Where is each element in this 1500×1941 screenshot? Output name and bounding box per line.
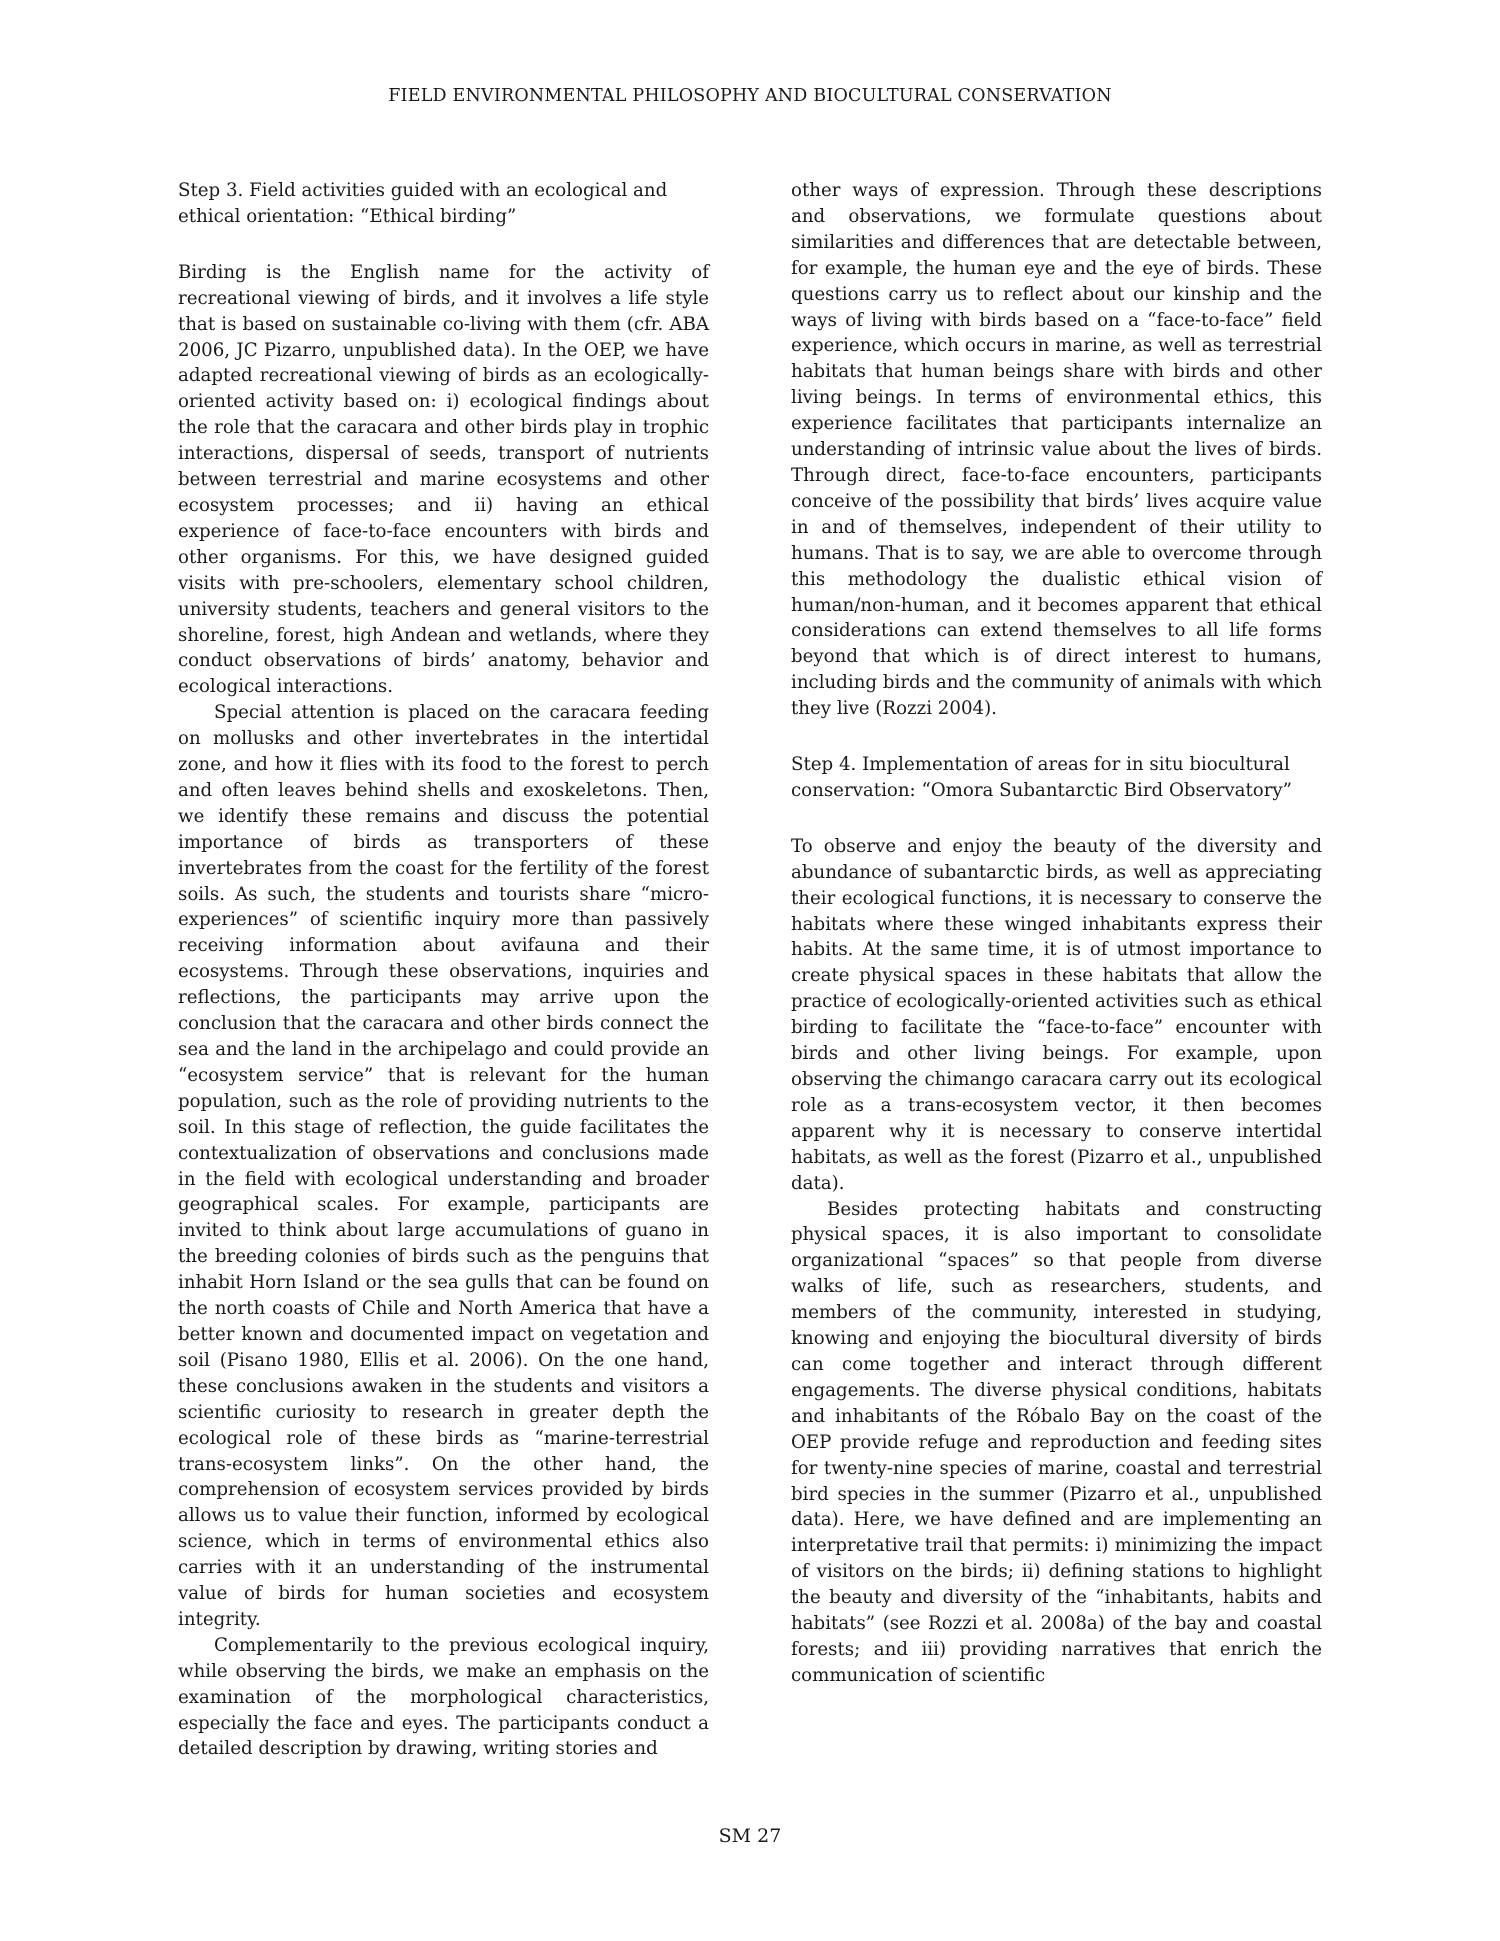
step3-heading: Step 3. Field activities guided with an ecological and ethical orientation: “Ethical birding” [178, 180, 668, 227]
paragraph: To observe and enjoy the beauty of the diversity and abundance of subantarctic birds, as well as appreciating their ecological functions, it is necessary to conserve the habitats where these winged inhabitants express their habits. At the same time, it is of utmost importance to create physical spaces in these habitats that allow the practice of ecologically-oriented activities such as ethical birding to facilitate the “face-to-face” encounter with birds and other living beings. For example, upon observing the chimango caracara carry out its ecological role as a trans-ecosystem vector, it then becomes apparent why it is necessary to conserve intertidal habitats, as well as the forest (Pizarro et al., unpublished data). [791, 835, 1322, 1194]
paragraph: Besides protecting habitats and constructing physical spaces, it is also important to consolidate organizational “spaces” so that people from diverse walks of life, such as researchers, students, and members of the community, interested in studying, knowing and enjoying the biocultural diversity of birds can come together and interact through different engagements. The diverse physical conditions, habitats and inhabitants of the Róbalo Bay on the coast of the OEP provide refuge and reproduction and feeding sites for twenty-nine species of marine, coastal and terrestrial bird species in the summer (Pizarro et al., unpublished data). Here, we have defined and are implementing an interpretative trail that permits: i) minimizing the impact of visitors on the birds; ii) defining stations to highlight the beauty and diversity of the “inhabitants, habits and habitats” (see Rozzi et al. 2008a) of the bay and coastal forests; and iii) providing narratives that enrich the communication of scientific [791, 1198, 1322, 1686]
right-column [791, 178, 1322, 1689]
paragraph: other ways of expression. Through these descriptions and observations, we formulate questions about similarities and differences that are detectable between, for example, the human eye and the eye of birds. These questions carry us to reflect about our kinship and the ways of living with birds based on a “face-to-face” field experience, which occurs in marine, as well as terrestrial habitats that human beings share with birds and other living beings. In terms of environmental ethics, this experience facilitates that participants internalize an understanding of intrinsic value about the lives of birds. Through direct, face-to-face encounters, participants conceive of the possibility that birds’ lives acquire value in and of themselves, independent of their utility to humans. That is to say, we are able to overcome through this methodology the dualistic ethical vision of human/non-human, and it becomes apparent that ethical considerations can extend themselves to all life forms beyond that which is of direct interest to humans, including birds and the community of animals with which they live (Rozzi 2004). [791, 180, 1322, 720]
step4-heading: Step 4. Implementation of areas for in situ biocultural conservation: “Omora Subantarctic Bird Observatory” [791, 754, 1292, 801]
paragraph: Complementarily to the previous ecological inquiry, while observing the birds, we make an emphasis on the examination of the morphological characteristics, especially the face and eyes. The participants conduct a detailed description by drawing, writing stories and [178, 1634, 709, 1760]
running-head: FIELD ENVIRONMENTAL PHILOSOPHY AND BIOCULTURAL CONSERVATION [388, 86, 1112, 106]
paragraph: Special attention is placed on the caracara feeding on mollusks and other invertebrates in the intertidal zone, and how it flies with its food to the forest to perch and often leaves behind shells and exoskeletons. Then, we identify these remains and discuss the potential importance of birds as transporters of these invertebrates from the coast for the fertility of the forest soils. As such, the students and tourists share “micro-experiences” of scientific inquiry more than passively receiving information about avifauna and their ecosystems. Through these observations, inquiries and reflections, the participants may arrive upon the conclusion that the caracara and other birds connect the sea and the land in the archipelago and could provide an “ecosystem service” that is relevant for the human population, such as the role of providing nutrients to the soil. In this stage of reflection, the guide facilitates the contextualization of observations and conclusions made in the field with ecological understanding and broader geographical scales. For example, participants are invited to think about large accumulations of guano in the breeding colonies of birds such as the penguins that inhabit Horn Island or the sea gulls that can be found on the north coasts of Chile and North America that have a better known and documented impact on vegetation and soil (Pisano 1980, Ellis et al. 2006). On the one hand, these conclusions awaken in the students and visitors a scientific curiosity to research in greater depth the ecological role of these birds as “marine-terrestrial trans-ecosystem links”. On the other hand, the comprehension of ecosystem services provided by birds allows us to value their function, informed by ecological science, which in terms of environmental ethics also carries with it an understanding of the instrumental value of birds for human societies and ecosystem integrity. [178, 702, 709, 1630]
paragraph: Birding is the English name for the activity of recreational viewing of birds, and it involves a life style that is based on sustainable co-living with them (cfr. ABA 2006, JC Pizarro, unpublished data). In the OEP, we have adapted recreational viewing of birds as an ecologically-oriented activity based on: i) ecological findings about the role that the caracara and other birds play in trophic interactions, dispersal of seeds, transport of nutrients between terrestrial and marine ecosystems and other ecosystem processes; and ii) having an ethical experience of face-to-face encounters with birds and other organisms. For this, we have designed guided visits with pre-schoolers, elementary school children, university students, teachers and general visitors to the shoreline, forest, high Andean and wetlands, where they conduct observations of birds’ anatomy, behavior and ecological interactions. [178, 261, 709, 698]
left-column [178, 178, 709, 1762]
page-number: SM 27 [718, 1825, 782, 1847]
